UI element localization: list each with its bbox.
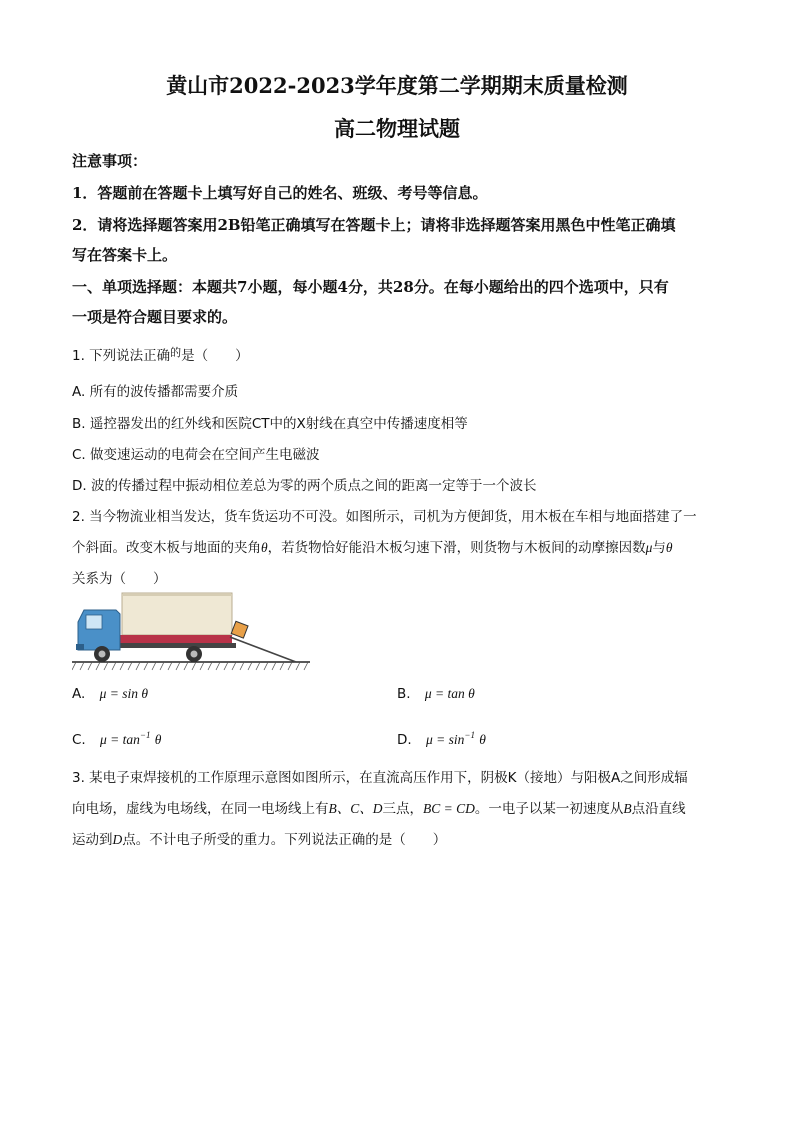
q3-text: 点。不计电子所受的重力。下列说法正确的是（ ）	[122, 832, 447, 848]
q1-stem-part: 是（ ）	[181, 348, 249, 364]
q2-text: ，若货物恰好能沿木板匀速下滑，则货物与木板间的动摩擦因数	[267, 540, 646, 556]
q1-stem-raised-char: 的	[170, 346, 182, 359]
option-expression: μ = sin θ	[99, 686, 148, 701]
option-label: C.	[72, 732, 86, 748]
q1-stem	[72, 344, 249, 364]
notice-item-2-line2: 写在答案卡上。	[72, 246, 178, 264]
q3-stem-line1: 3. 某电子束焊接机的工作原理示意图如图所示，在直流高压作用下，阴极K（接地）与阳极A之间形成辐	[72, 770, 688, 786]
option-label: B.	[397, 686, 411, 702]
q3-stem-line3	[72, 828, 446, 848]
option-expression: μ = tan	[100, 732, 140, 747]
q3-equation: BC = CD	[423, 801, 475, 816]
q2-text: 与	[652, 540, 666, 556]
q2-option-a	[72, 686, 148, 702]
notice-heading: 注意事项：	[72, 152, 148, 170]
section-heading-line1: 一、单项选择题：本题共7小题，每小题4分，共28分。在每小题给出的四个选项中，只有	[72, 278, 669, 296]
cab-window	[86, 615, 102, 629]
option-superscript: −1	[139, 730, 151, 740]
ground-hatching	[72, 662, 308, 670]
truck-ramp-figure	[72, 590, 312, 675]
notice-item-2-line1: 2．请将选择题答案用2B铅笔正确填写在答题卡上；请将非选择题答案用黑色中性笔正确填	[72, 216, 676, 234]
q2-text: 个斜面。改变木板与地面的夹角	[72, 540, 261, 556]
q3-text: 点沿直线	[631, 801, 686, 817]
cargo-box	[122, 593, 232, 635]
option-expression: θ	[479, 732, 486, 747]
q2-stem-line1: 2. 当今物流业相当发达，货车货运功不可没。如图所示，司机为方便卸货，用木板在车相与地面搭建了一	[72, 509, 697, 525]
q2-option-c	[72, 730, 161, 748]
q3-point-d: D	[112, 832, 123, 847]
q2-theta-symbol: θ	[665, 540, 673, 555]
section-heading-line2: 一项是符合题目要求的。	[72, 308, 238, 326]
option-label: D.	[397, 732, 412, 748]
q1-option-b: B. 遥控器发出的红外线和医院CT中的X射线在真空中传播速度相等	[72, 416, 468, 432]
q2-stem-line2	[72, 536, 673, 556]
q2-stem-line3: 关系为（ ）	[72, 571, 167, 587]
q1-option-c: C. 做变速运动的电荷会在空间产生电磁波	[72, 447, 320, 463]
q2-theta-symbol: θ	[261, 540, 268, 555]
q1-option-d: D. 波的传播过程中振动相位差总为零的两个质点之间的距离一定等于一个波长	[72, 478, 537, 494]
exam-subtitle: 高二物理试题	[334, 116, 460, 141]
option-superscript: −1	[464, 730, 475, 740]
q3-text: 三点，	[382, 801, 423, 817]
ramp-plank	[230, 637, 296, 662]
q3-point-b: B	[623, 801, 632, 816]
q2-option-b	[397, 686, 475, 702]
q1-stem-part: 1. 下列说法正确	[72, 348, 171, 364]
q3-points: B、C、D	[328, 801, 383, 816]
notice-item-1: 1．答题前在答题卡上填写好自己的姓名、班级、考号等信息。	[72, 184, 488, 202]
exam-title: 黄山市2022-2023学年度第二学期期末质量检测	[166, 73, 628, 98]
option-expression: μ = sin	[425, 732, 465, 747]
option-expression: μ = tan θ	[424, 686, 475, 701]
q2-option-d	[397, 730, 486, 748]
q3-text: 向电场，虚线为电场线，在同一电场线上有	[72, 801, 329, 817]
q2-mu-symbol: μ	[645, 540, 653, 555]
q3-text: 。一电子以某一初速度从	[474, 801, 624, 817]
truck-chassis	[118, 635, 232, 643]
q1-option-a: A. 所有的波传播都需要介质	[72, 384, 239, 400]
option-label: A.	[72, 686, 86, 702]
q3-text: 运动到	[72, 832, 113, 848]
q3-stem-line2	[72, 797, 686, 817]
crate	[231, 621, 248, 638]
option-expression: θ	[154, 732, 162, 747]
